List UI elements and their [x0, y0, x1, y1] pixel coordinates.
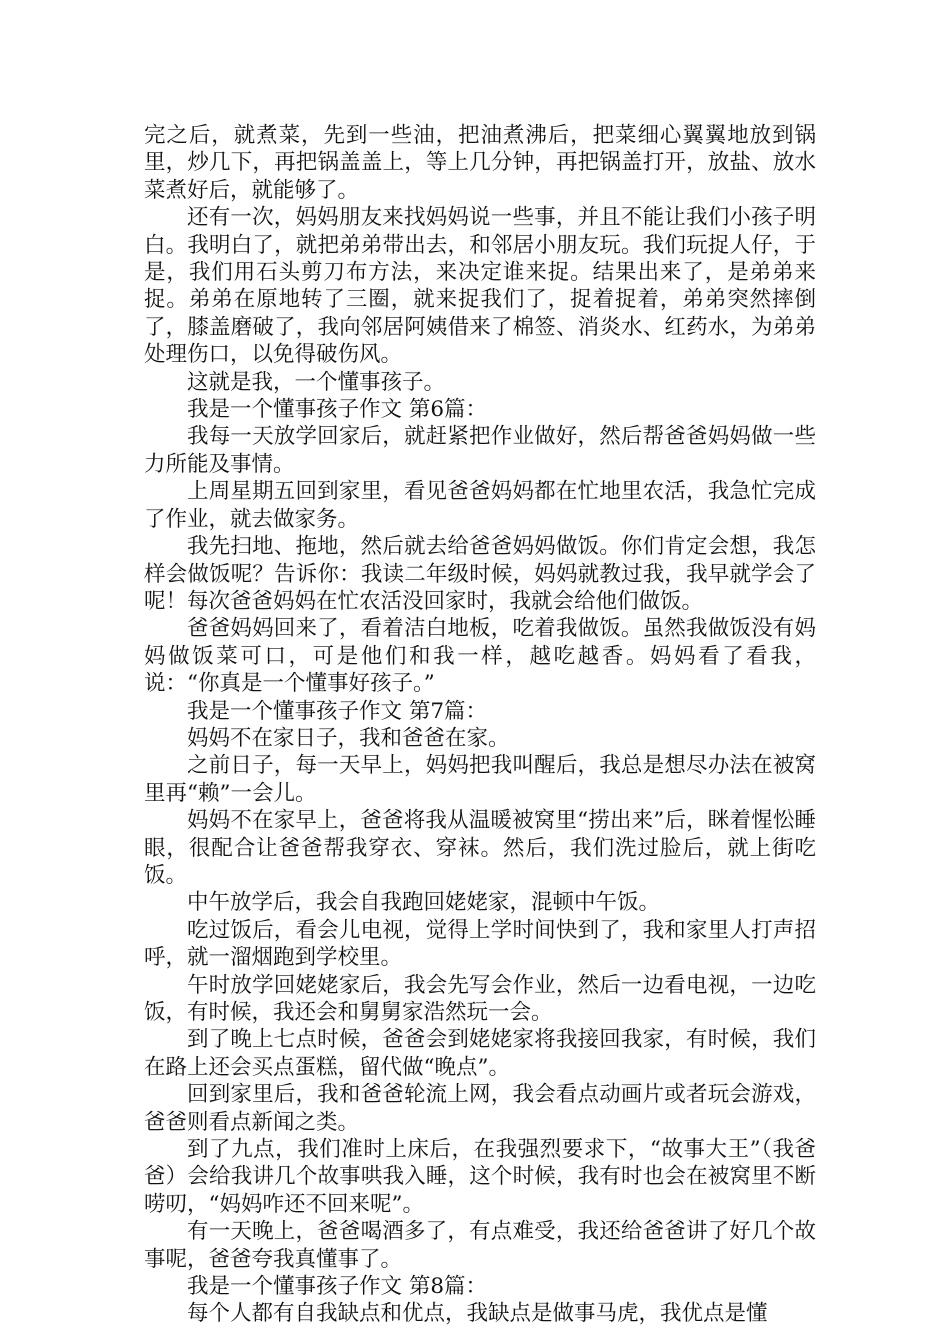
paragraph-0: 完之后，就煮菜，先到一些油，把油煮沸后，把菜细心翼翼地放到锅里，炒几下，再把锅盖盖上，等上几分钟，再把锅盖打开，放盐、放水菜煮好后，就能够了。: [144, 123, 816, 203]
paragraph-16: 回到家里后，我和爸爸轮流上网，我会看点动画片或者玩会游戏，爸爸则看点新闻之类。: [144, 1082, 816, 1135]
paragraph-17: 到了九点，我们准时上床后，在我强烈要求下，“故事大王”（我爸爸）会给我讲几个故事哄我入睡，这个时候，我有时也会在被窝里不断唠叨，“妈妈咋还不回来呢”。: [144, 1137, 816, 1217]
paragraph-20: 每个人都有自我缺点和优点，我缺点是做事马虎，我优点是懂: [187, 1301, 768, 1327]
paragraph-5: 上周星期五回到家里，看见爸爸妈妈都在忙地里农活，我急忙完成了作业，就去做家务。: [144, 479, 816, 532]
paragraph-7: 爸爸妈妈回来了，看着洁白地板，吃着我做饭。虽然我做饭没有妈妈做饭菜可口，可是他们和我一样，越吃越香。妈妈看了看我，说：“你真是一个懂事好孩子。”: [144, 616, 816, 697]
section-heading-7: 我是一个懂事孩子作文 第7篇：: [187, 698, 488, 724]
paragraph-2: 这就是我，一个懂事孩子。: [187, 369, 446, 395]
paragraph-14: 午时放学回姥姥家后，我会先写会作业，然后一边看电视，一边吃饭，有时候，我还会和舅舅家浩然玩一会。: [144, 972, 816, 1025]
paragraph-13: 吃过饭后，看会儿电视，觉得上学时间快到了，我和家里人打声招呼，就一溜烟跑到学校里。: [144, 917, 816, 971]
section-heading-6: 我是一个懂事孩子作文 第6篇：: [187, 397, 488, 423]
paragraph-9: 妈妈不在家日子，我和爸爸在家。: [187, 725, 510, 751]
paragraph-11: 妈妈不在家早上，爸爸将我从温暖被窝里“捞出来”后，眯着惺忪睡眼，很配合让爸爸帮我穿衣、穿袜。然后，我们洗过脸后，就上街吃饭。: [144, 808, 816, 888]
paragraph-6: 我先扫地、拖地，然后就去给爸爸妈妈做饭。你们肯定会想，我怎样会做饭呢？告诉你：我读二年级时候，妈妈就教过我，我早就学会了呢！每次爸爸妈妈在忙农活没回家时，我就会给他们做饭。: [144, 534, 816, 614]
paragraph-15: 到了晚上七点时候，爸爸会到姥姥家将我接回我家，有时候，我们在路上还会买点蛋糕，留代做“晚点”。: [144, 1027, 816, 1080]
section-heading-8: 我是一个懂事孩子作文 第8篇：: [187, 1274, 488, 1300]
paragraph-18: 有一天晚上，爸爸喝酒多了，有点难受，我还给爸爸讲了好几个故事呢，爸爸夸我真懂事了。: [144, 1219, 816, 1272]
document-body: [144, 122, 816, 1328]
paragraph-12: 中午放学后，我会自我跑回姥姥家，混顿中午饭。: [187, 890, 661, 916]
paragraph-10: 之前日子，每一天早上，妈妈把我叫醒后，我总是想尽办法在被窝里再“赖”一会儿。: [144, 753, 816, 806]
paragraph-1: 还有一次，妈妈朋友来找妈妈说一些事，并且不能让我们小孩子明白。我明白了，就把弟弟带出去，和邻居小朋友玩。我们玩捉人仔，于是，我们用石头剪刀布方法，来决定谁来捉。结果出来了，是弟弟来捉。弟弟在原地转了三圈，就来捉我们了，捉着捉着，弟弟突然摔倒了，膝盖磨破了，我向邻居阿姨借来了棉签、消炎水、红药水，为弟弟处理伤口，以免得破伤风。: [144, 205, 816, 368]
paragraph-4: 我每一天放学回家后，就赶紧把作业做好，然后帮爸爸妈妈做一些力所能及事情。: [144, 424, 816, 477]
